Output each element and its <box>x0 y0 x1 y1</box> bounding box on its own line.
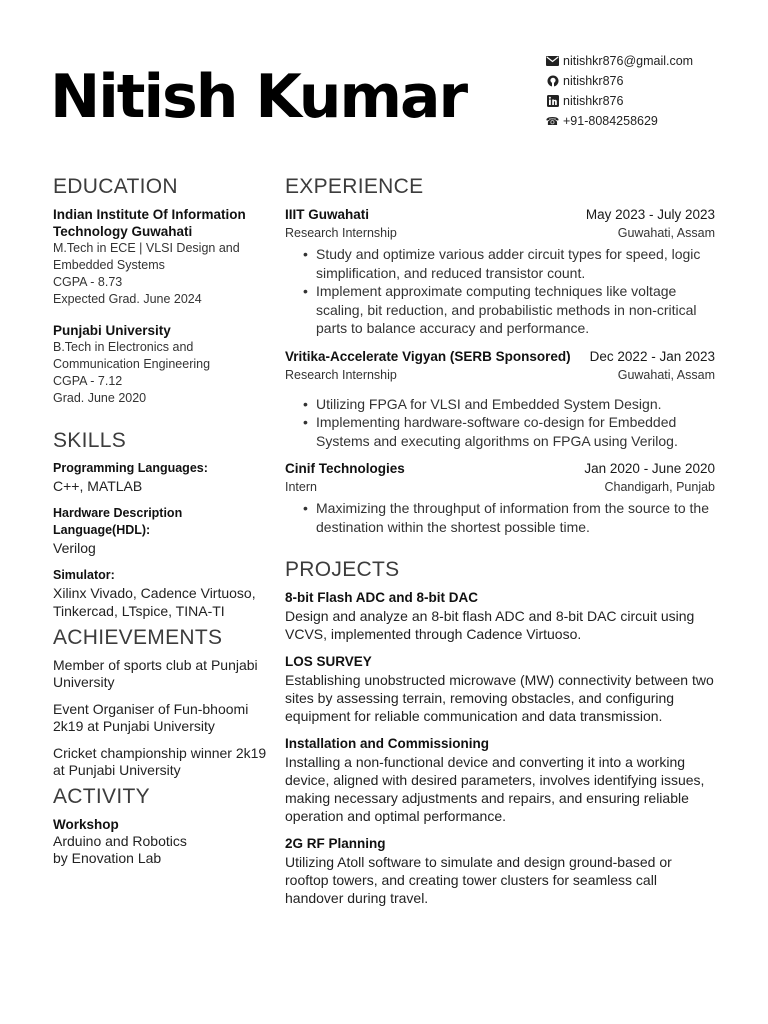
skill-value: Verilog <box>53 540 96 556</box>
contact-linkedin-text: nitishkr876 <box>563 94 624 108</box>
skill-label: Hardware Description Language(HDL): <box>53 506 183 537</box>
project-entry <box>285 653 715 725</box>
grad-line: Grad. June 2020 <box>53 391 147 405</box>
activity-label: Workshop <box>53 817 119 832</box>
experience-bullet: • Maximizing the throughput of information from the source to the destination within the shortest possible time. <box>316 499 715 536</box>
contact-block <box>546 51 693 131</box>
experience-entry <box>285 206 715 338</box>
experience-location: Chandigarh, Punjab <box>604 480 715 494</box>
skills-title: SKILLS <box>53 429 127 452</box>
project-desc: Establishing unobstructed microwave (MW) connectivity between two sites by assessing terrain, removing obstacles, and configuring equipment for reliable communication and data transmission. <box>285 672 714 724</box>
achievement-item: Event Organiser of Fun-bhoomi 2k19 at Punjabi University <box>53 701 249 734</box>
project-desc: Utilizing Atoll software to simulate and design ground-based or rooftop towers, and creating tower clusters for seamless call handover during travel. <box>285 854 672 906</box>
education-entry <box>53 322 268 407</box>
projects-title: PROJECTS <box>285 558 400 581</box>
education-entry <box>53 206 268 308</box>
phone-icon: ☎ <box>545 115 560 128</box>
experience-role: Research Internship <box>285 367 397 382</box>
contact-phone-text: +91-8084258629 <box>563 114 658 128</box>
projects-section <box>285 558 715 907</box>
email-icon <box>546 56 559 67</box>
cgpa-line: CGPA - 7.12 <box>53 374 123 388</box>
contact-email[interactable] <box>546 51 693 71</box>
experience-role: Research Internship <box>285 226 397 240</box>
skills-section <box>53 429 268 620</box>
achievements-title: ACHIEVEMENTS <box>53 626 223 649</box>
experience-bullet: • Implementing hardware-software co-design for Embedded Systems and executing algorithms on FPGA using Verilog. <box>316 413 715 450</box>
experience-bullet: • Utilizing FPGA for VLSI and Embedded System Design. <box>316 395 715 414</box>
skill-label: Programming Languages: <box>53 461 208 475</box>
skill-group <box>53 460 268 495</box>
project-desc: Installing a non-functional device and converting it into a working device, aligned with desired parameters, involves identifying issues, making necessary adjustments and repairs, and ensuring reliable operation and optimal performance. <box>285 754 705 824</box>
project-title: 2G RF Planning <box>285 836 386 851</box>
contact-phone[interactable] <box>546 111 693 131</box>
degree-line: M.Tech in ECE | VLSI Design and Embedded Systems <box>53 241 240 272</box>
experience-org: Cinif Technologies <box>285 461 405 476</box>
education-section <box>53 175 268 407</box>
experience-bullet: • Implement approximate computing techniques like voltage scaling, bit reduction, and probabilistic methods in non-critical parts to balance accuracy and performance. <box>316 282 715 338</box>
experience-role: Intern <box>285 480 317 494</box>
skill-label: Simulator: <box>53 568 115 582</box>
experience-date: May 2023 - July 2023 <box>585 207 715 222</box>
achievements-section <box>53 626 268 779</box>
contact-github-text: nitishkr876 <box>563 74 624 88</box>
achievement-item: Member of sports club at Punjabi University <box>53 657 258 690</box>
experience-section <box>285 175 715 536</box>
linkedin-icon <box>546 96 559 107</box>
right-column <box>285 175 715 917</box>
project-entry <box>285 835 715 907</box>
cgpa-line: CGPA - 8.73 <box>53 275 123 289</box>
contact-email-text: nitishkr876@gmail.com <box>563 54 694 68</box>
grad-line: Expected Grad. June 2024 <box>53 292 202 306</box>
project-entry <box>285 735 715 825</box>
skill-group <box>53 567 268 620</box>
experience-date: Jan 2020 - June 2020 <box>584 461 715 476</box>
project-title: LOS SURVEY <box>285 654 372 669</box>
activity-line: by Enovation Lab <box>53 850 162 866</box>
experience-date: Dec 2022 - Jan 2023 <box>589 348 715 364</box>
project-title: Installation and Commissioning <box>285 736 490 751</box>
experience-org: Vritika-Accelerate Vigyan (SERB Sponsored) <box>285 348 571 364</box>
experience-entry <box>285 460 715 536</box>
contact-github[interactable] <box>546 71 693 91</box>
activity-title: ACTIVITY <box>53 785 150 808</box>
skill-value: C++, MATLAB <box>53 478 143 494</box>
school-name: Punjabi University <box>53 323 171 338</box>
left-column <box>53 175 268 867</box>
activity-section <box>53 785 268 867</box>
github-icon <box>546 76 559 87</box>
school-name: Indian Institute Of Information Technology Guwahati <box>53 207 246 239</box>
experience-org: IIIT Guwahati <box>285 207 370 222</box>
project-entry <box>285 589 715 643</box>
project-desc: Design and analyze an 8-bit flash ADC and 8-bit DAC circuit using VCVS, implemented through Cadence Virtuoso. <box>285 608 695 642</box>
experience-title: EXPERIENCE <box>285 175 424 198</box>
education-title: EDUCATION <box>53 175 178 198</box>
activity-line: Arduino and Robotics <box>53 833 187 849</box>
experience-bullet: • Study and optimize various adder circuit types for speed, logic simplification, and reduced transistor count. <box>316 245 715 282</box>
experience-entry <box>285 348 715 451</box>
candidate-name: Nitish Kumar <box>50 62 467 132</box>
project-title: 8-bit Flash ADC and 8-bit DAC <box>285 590 479 605</box>
contact-linkedin[interactable] <box>546 91 693 111</box>
skill-group <box>53 505 268 557</box>
experience-location: Guwahati, Assam <box>617 367 715 382</box>
achievement-item: Cricket championship winner 2k19 at Punjabi University <box>53 745 267 778</box>
experience-location: Guwahati, Assam <box>617 226 715 240</box>
skill-value: Xilinx Vivado, Cadence Virtuoso, Tinkercad, LTspice, TINA-TI <box>53 585 256 619</box>
degree-line: B.Tech in Electronics and Communication Engineering <box>53 340 211 371</box>
